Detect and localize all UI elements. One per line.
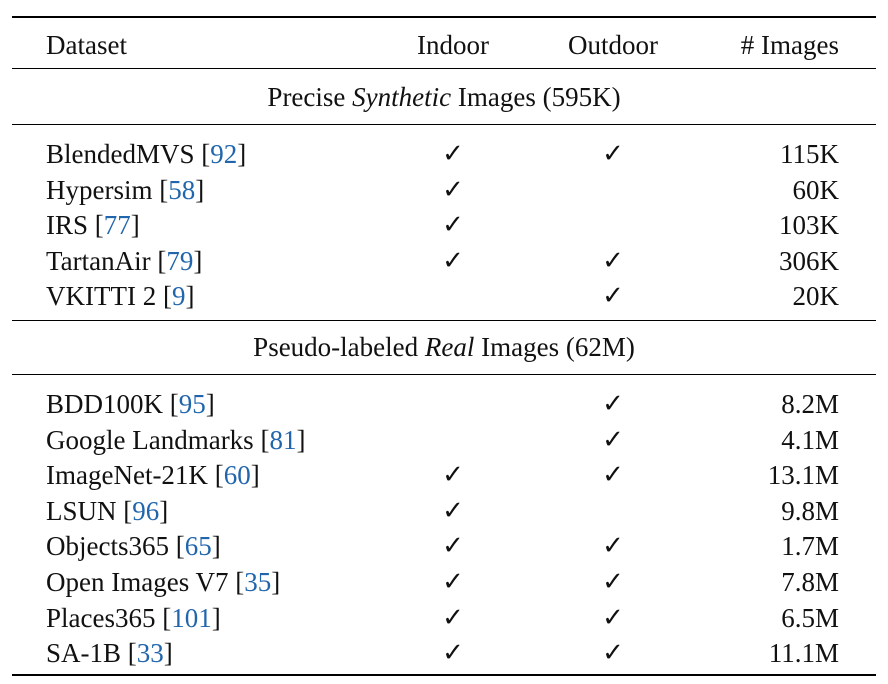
bracket-close: ] [130, 210, 140, 241]
dataset-name [46, 137, 246, 171]
bracket-open: [ [162, 602, 172, 633]
indoor-check-icon: ✓ [442, 210, 464, 241]
citation-link[interactable]: 92 [210, 139, 238, 169]
image-count: 7.8M [781, 567, 839, 597]
dataset-name [46, 173, 204, 207]
table-row [0, 458, 888, 492]
dataset-label: BDD100K [46, 389, 170, 419]
bracket-open: [ [214, 460, 224, 491]
image-count: 4.1M [781, 424, 839, 455]
table-row [0, 494, 888, 528]
bracket-close: ] [163, 638, 173, 669]
indoor-check-icon: ✓ [442, 602, 464, 633]
section-title-em: Synthetic [352, 82, 452, 112]
section-1-rule [12, 124, 876, 125]
indoor-check-icon: ✓ [442, 638, 464, 669]
dataset-label: Objects365 [46, 531, 176, 562]
header-dataset: Dataset [46, 30, 127, 60]
table-row [0, 387, 888, 421]
dataset-label: IRS [46, 210, 95, 241]
bracket-open: [ [260, 424, 270, 455]
citation-link[interactable]: 65 [184, 531, 212, 562]
header-rule [12, 68, 876, 69]
bottom-rule [12, 674, 876, 676]
image-count: 13.1M [767, 460, 839, 491]
table-row [0, 173, 888, 207]
image-count: 60K [792, 174, 839, 205]
citation-link[interactable]: 35 [244, 567, 272, 597]
dataset-label: SA-1B [46, 638, 128, 669]
image-count: 8.2M [781, 389, 839, 419]
bracket-close: ] [211, 602, 221, 633]
bracket-open: [ [94, 210, 104, 241]
table-row [0, 601, 888, 635]
outdoor-check-icon: ✓ [602, 281, 624, 312]
citation-link[interactable]: 60 [223, 460, 251, 491]
bracket-close: ] [250, 460, 260, 491]
bracket-open: [ [157, 245, 167, 276]
table-row [0, 208, 888, 242]
image-count: 6.5M [781, 602, 839, 633]
bracket-open: [ [162, 281, 172, 312]
bracket-open: [ [127, 638, 137, 669]
bracket-close: ] [211, 531, 221, 562]
citation-link[interactable]: 79 [166, 245, 194, 276]
dataset-name [46, 387, 215, 421]
bracket-close: ] [296, 424, 306, 455]
dataset-label: TartanAir [46, 245, 158, 276]
bracket-close: ] [205, 389, 215, 419]
outdoor-check-icon: ✓ [602, 139, 624, 169]
section-title-pre: Pseudo-labeled [253, 332, 425, 362]
outdoor-check-icon: ✓ [602, 389, 624, 419]
bracket-close: ] [185, 281, 195, 312]
section-title-pre: Precise [267, 82, 353, 112]
indoor-check-icon: ✓ [442, 139, 464, 169]
table-row [0, 565, 888, 599]
indoor-check-icon: ✓ [442, 567, 464, 597]
citation-link[interactable]: 101 [171, 602, 212, 633]
table-row [0, 423, 888, 457]
section-2-rule [12, 374, 876, 375]
table-row [0, 636, 888, 670]
dataset-label: Hypersim [46, 174, 160, 205]
bracket-close: ] [271, 567, 281, 597]
section-title-post: Images (595K) [451, 82, 621, 112]
bracket-close: ] [159, 495, 169, 526]
dataset-name [46, 636, 173, 670]
citation-link[interactable]: 77 [103, 210, 131, 241]
image-count: 11.1M [768, 638, 839, 669]
bracket-open: [ [123, 495, 133, 526]
dataset-label: ImageNet-21K [46, 460, 215, 491]
citation-link[interactable]: 81 [269, 424, 297, 455]
indoor-check-icon: ✓ [442, 531, 464, 562]
top-rule [12, 16, 876, 18]
bracket-close: ] [237, 139, 247, 169]
citation-link[interactable]: 9 [171, 281, 186, 312]
bracket-open: [ [169, 389, 179, 419]
table-row [0, 529, 888, 563]
dataset-name [46, 458, 260, 492]
dataset-name [46, 601, 221, 635]
outdoor-check-icon: ✓ [602, 245, 624, 276]
dataset-name [46, 423, 305, 457]
dataset-label: Open Images V7 [46, 567, 236, 597]
image-count: 115K [780, 139, 839, 169]
citation-link[interactable]: 33 [136, 638, 164, 669]
header-indoor: Indoor [417, 30, 489, 60]
dataset-name [46, 494, 168, 528]
bracket-close: ] [193, 245, 203, 276]
dataset-label: BlendedMVS [46, 139, 202, 169]
header-images: # Images [740, 30, 839, 60]
outdoor-check-icon: ✓ [602, 567, 624, 597]
outdoor-check-icon: ✓ [602, 424, 624, 455]
citation-link[interactable]: 96 [132, 495, 160, 526]
outdoor-check-icon: ✓ [602, 531, 624, 562]
image-count: 103K [779, 210, 839, 241]
image-count: 9.8M [781, 495, 839, 526]
bracket-open: [ [175, 531, 185, 562]
dataset-label: LSUN [46, 495, 124, 526]
table-row [0, 244, 888, 278]
header-outdoor: Outdoor [568, 30, 658, 60]
section-title-em: Real [424, 332, 475, 362]
table-row [0, 137, 888, 171]
citation-link[interactable]: 58 [168, 174, 196, 205]
outdoor-check-icon: ✓ [602, 602, 624, 633]
indoor-check-icon: ✓ [442, 460, 464, 491]
citation-link[interactable]: 95 [178, 389, 206, 419]
bracket-open: [ [159, 174, 169, 205]
image-count: 306K [779, 245, 839, 276]
bracket-open: [ [235, 567, 245, 597]
bracket-close: ] [195, 174, 205, 205]
table-row [0, 279, 888, 313]
dataset-name [46, 565, 280, 599]
dataset-name [46, 529, 221, 563]
dataset-label: Places365 [46, 602, 163, 633]
section-title-synthetic [0, 80, 888, 114]
image-count: 20K [792, 281, 839, 312]
bracket-open: [ [201, 139, 211, 169]
outdoor-check-icon: ✓ [602, 460, 624, 491]
dataset-name [46, 208, 140, 242]
section-2-top-rule [12, 320, 876, 321]
section-title-real [0, 330, 888, 364]
image-count: 1.7M [781, 531, 839, 562]
dataset-label: Google Landmarks [46, 424, 261, 455]
indoor-check-icon: ✓ [442, 174, 464, 205]
dataset-label: VKITTI 2 [46, 281, 163, 312]
indoor-check-icon: ✓ [442, 495, 464, 526]
header-row [0, 28, 888, 62]
dataset-name [46, 279, 194, 313]
dataset-name [46, 244, 202, 278]
indoor-check-icon: ✓ [442, 245, 464, 276]
section-title-post: Images (62M) [474, 332, 635, 362]
outdoor-check-icon: ✓ [602, 638, 624, 669]
